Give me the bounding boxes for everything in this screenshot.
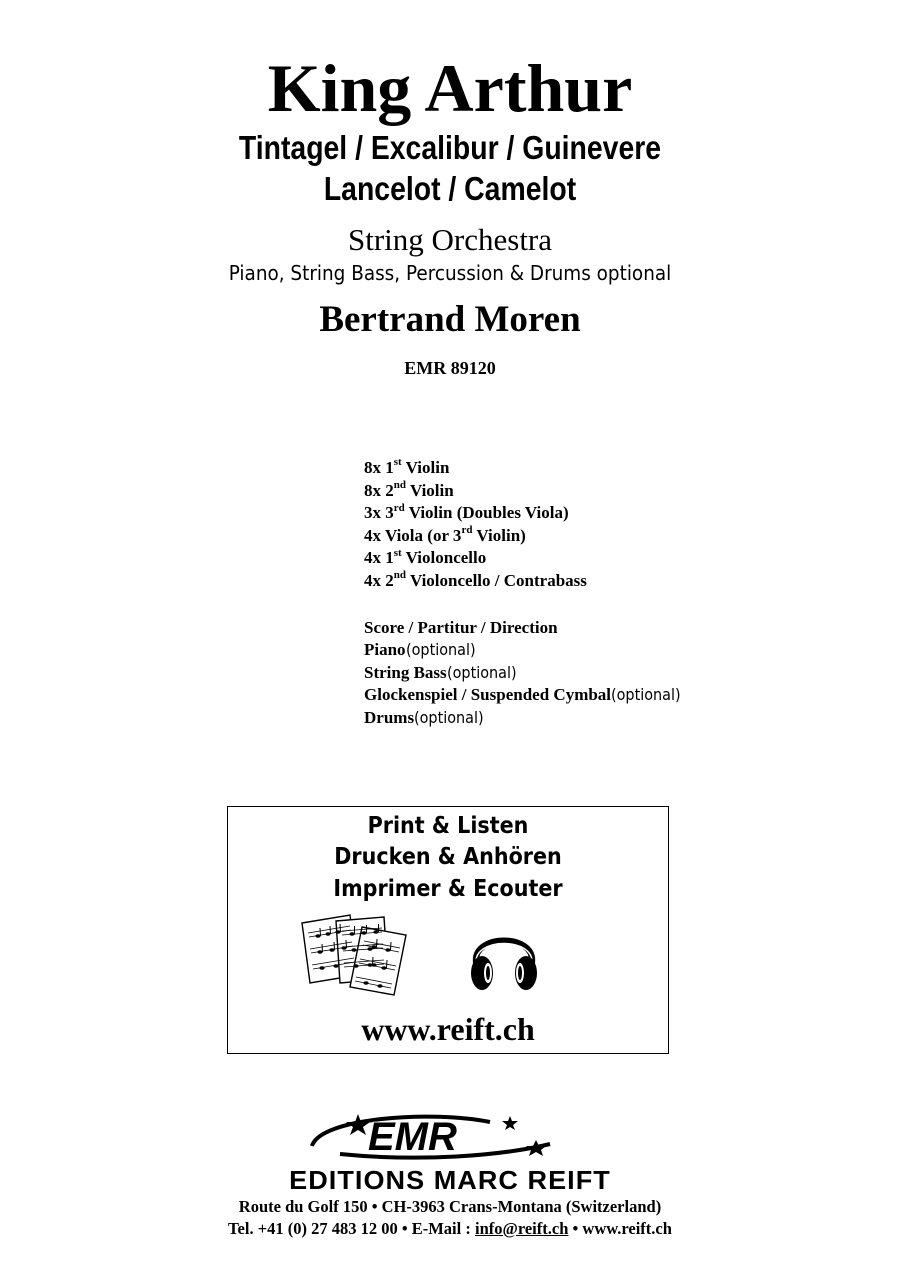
promo-line-german: Drucken & Anhören bbox=[334, 844, 562, 870]
extra-line: Score / Partitur / Direction bbox=[364, 617, 558, 637]
part-line: 4x 2nd Violoncello / Contrabass bbox=[364, 569, 587, 590]
headphones-icon bbox=[468, 919, 540, 997]
page-title: King Arthur bbox=[267, 50, 633, 126]
publisher-name: EDITIONS MARC REIFT bbox=[289, 1165, 611, 1195]
part-line: 3x 3rd Violin (Doubles Viola) bbox=[364, 501, 569, 523]
extra-line: String Bass(optional) bbox=[364, 662, 517, 682]
movements-line-1: Tintagel / Excalibur / Guinevere bbox=[238, 129, 662, 166]
logo-text: EMR bbox=[368, 1115, 457, 1159]
optional-instruments: Piano, String Bass, Percussion & Drums optional bbox=[228, 261, 672, 285]
extra-line: Piano(optional) bbox=[364, 640, 476, 660]
promo-line-english: Print & Listen bbox=[367, 813, 529, 839]
extra-line: Glockenspiel / Suspended Cymbal(optional) bbox=[364, 685, 681, 705]
catalog-number: EMR 89120 bbox=[404, 358, 496, 378]
print-listen-box[interactable] bbox=[227, 806, 669, 1054]
part-line: 8x 2nd Violin bbox=[364, 478, 454, 500]
publisher-address: Route du Golf 150 • CH-3963 Crans-Montana (Switzerland) bbox=[238, 1197, 662, 1216]
instrumentation-list bbox=[364, 457, 844, 730]
extra-line: Drums(optional) bbox=[364, 707, 484, 727]
sheet-music-icon bbox=[300, 913, 410, 997]
website-link[interactable]: www.reift.ch bbox=[361, 1011, 535, 1047]
part-line: 8x 1st Violin bbox=[364, 456, 450, 477]
promo-line-french: Imprimer & Ecouter bbox=[333, 876, 563, 902]
emr-logo bbox=[300, 1108, 600, 1166]
publisher-contact: Tel. +41 (0) 27 483 12 00 • E-Mail : info@reift.ch • www.reift.ch bbox=[228, 1219, 672, 1238]
composer: Bertrand Moren bbox=[319, 299, 581, 340]
email-link[interactable]: info@reift.ch bbox=[474, 1219, 569, 1238]
part-line: 4x 1st Violoncello bbox=[364, 546, 487, 568]
part-line: 4x Viola (or 3rd Violin) bbox=[364, 524, 526, 545]
movements-line-2: Lancelot / Camelot bbox=[323, 170, 577, 207]
ensemble: String Orchestra bbox=[347, 222, 553, 257]
